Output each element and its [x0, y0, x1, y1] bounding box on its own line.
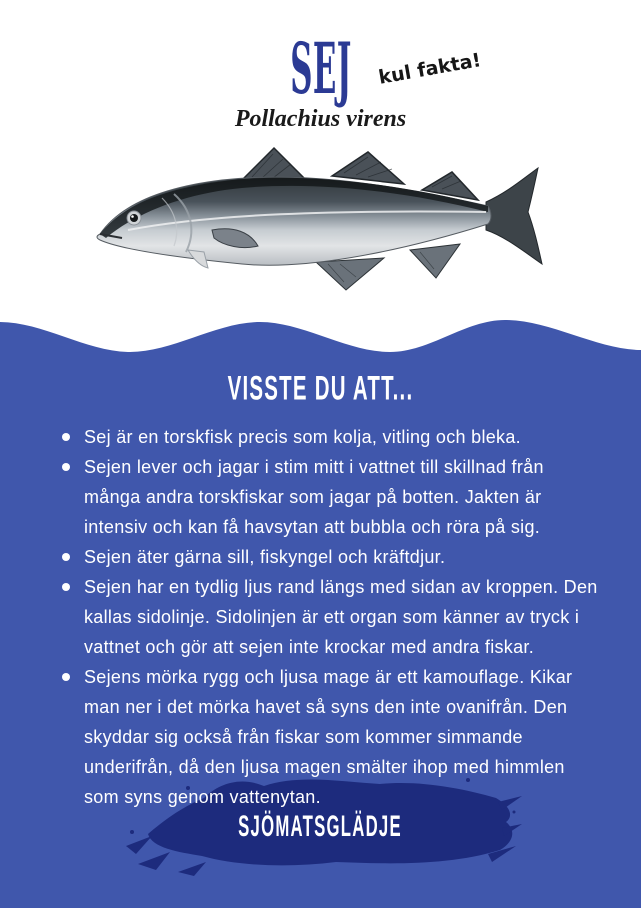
page-title: SEJ: [289, 27, 352, 110]
fish-eye: [127, 211, 141, 225]
fun-fact-note: kul fakta!: [376, 49, 483, 89]
fact-text: Sej är en torskfisk precis som kolja, vitling och bleka.: [84, 427, 521, 447]
fact-text: Sejen äter gärna sill, fiskyngel och kräftdjur.: [84, 547, 446, 567]
fact-text: Sejen har en tydlig ljus rand längs med sidan av kroppen. Den kallas sidolinje. Sidolinjen är ett organ som känner av tryck i vattnet och gör att sejen inte krockar med andra fiskar.: [84, 577, 598, 657]
fish-illustration: [92, 146, 548, 298]
bullet-dot: [62, 433, 70, 441]
facts-heading: VISSTE DU ATT...: [227, 368, 414, 407]
fact-text: Sejen lever och jagar i stim mitt i vattnet till skillnad från många andra torskfiskar som jagar på botten. Jakten är intensiv och kan få havsytan att bubbla och röra på sig.: [84, 457, 544, 537]
facts-list: [56, 422, 604, 812]
scientific-name: Pollachius virens: [234, 106, 407, 132]
fact-item: [56, 542, 604, 572]
fact-item: [56, 662, 604, 812]
brand-name: SJÖMATSGLÄDJE: [238, 810, 402, 843]
bullet-dot: [62, 673, 70, 681]
bullet-dot: [62, 463, 70, 471]
fact-item: [56, 422, 604, 452]
fact-item: [56, 572, 604, 662]
bullet-dot: [62, 583, 70, 591]
fact-text: Sejens mörka rygg och ljusa mage är ett kamouflage. Kikar man ner i det mörka havet så syns den inte ovanifrån. Den skyddar sig också från fiskar som kommer simmande underifrån, då den ljusa magen smälter ihop med himmlen som syns genom vattenytan.: [84, 667, 573, 807]
fact-item: [56, 452, 604, 542]
tail-fin: [486, 168, 542, 264]
bullet-dot: [62, 553, 70, 561]
